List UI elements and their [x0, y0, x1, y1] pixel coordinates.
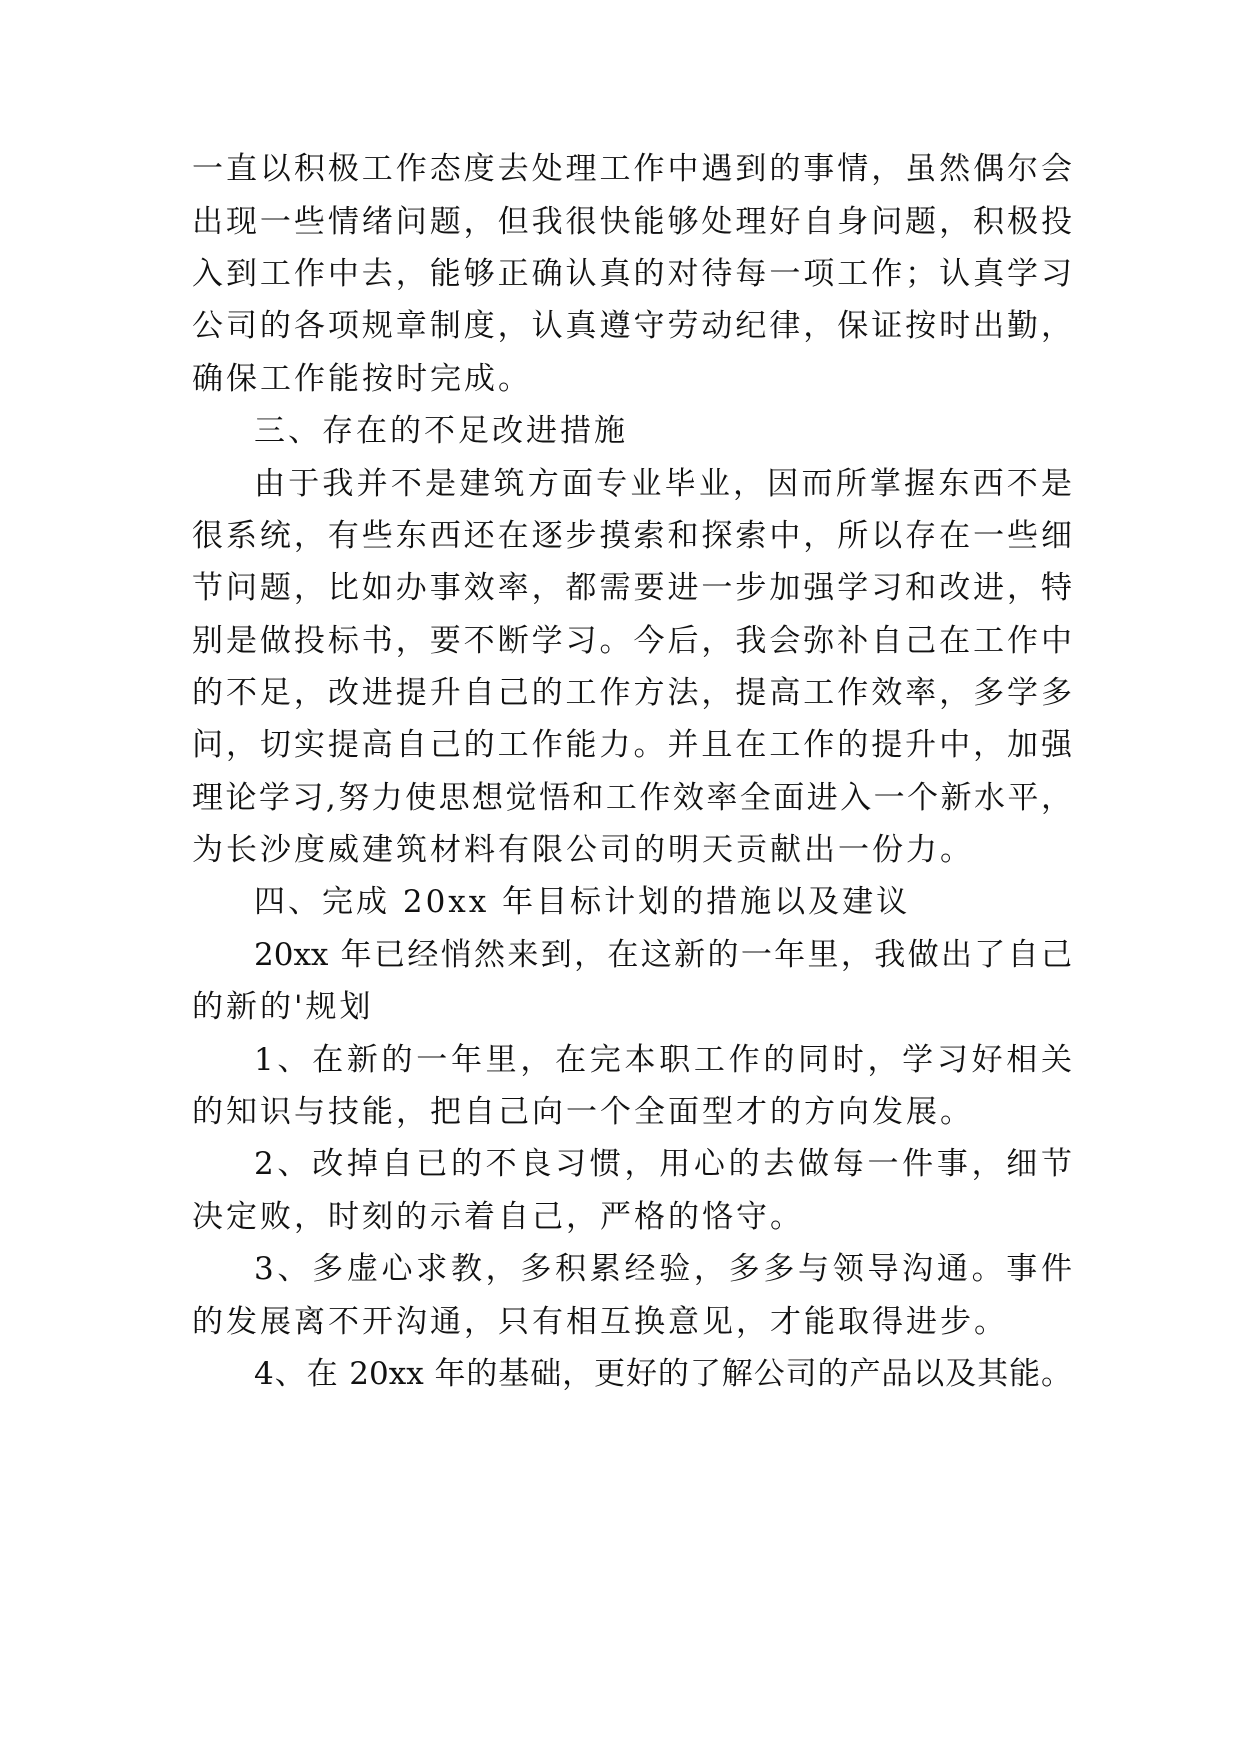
text-line: 问，切实提高自己的工作能力。并且在工作的提升中，加强 — [192, 727, 1072, 763]
text-line: 别是做投标书，要不断学习。今后，我会弥补自己在工作中 — [192, 623, 1072, 659]
text-line: 20xx 年已经悄然来到，在这新的一年里，我做出了自己 — [254, 937, 1072, 973]
text-line: 的不足，改进提升自己的工作方法，提高工作效率，多学多 — [192, 675, 1072, 711]
list-item: 3、多虚心求教，多积累经验，多多与领导沟通。事件 — [254, 1251, 1072, 1287]
text-line: 出现一些情绪问题，但我很快能够处理好自身问题，积极投 — [192, 204, 1072, 240]
text-line: 节问题，比如办事效率，都需要进一步加强学习和改进，特 — [192, 570, 1072, 606]
list-item: 1、在新的一年里，在完本职工作的同时，学习好相关 — [254, 1042, 1072, 1078]
text-line: 决定败，时刻的示着自己，严格的恪守。 — [192, 1199, 804, 1235]
section-heading: 四、完成 20xx 年目标计划的措施以及建议 — [254, 884, 911, 920]
text-line: 为长沙度威建筑材料有限公司的明天贡献出一份力。 — [192, 832, 974, 868]
list-item: 4、在 20xx 年的基础，更好的了解公司的产品以及其能。 — [254, 1356, 1072, 1392]
text-line: 入到工作中去，能够正确认真的对待每一项工作；认真学习 — [192, 256, 1072, 292]
text-line: 的知识与技能，把自己向一个全面型才的方向发展。 — [192, 1094, 974, 1130]
text-line: 的发展离不开沟通，只有相互换意见，才能取得进步。 — [192, 1304, 1008, 1340]
text-line: 一直以积极工作态度去处理工作中遇到的事情，虽然偶尔会 — [192, 151, 1072, 187]
text-line: 很系统，有些东西还在逐步摸索和探索中，所以存在一些细 — [192, 518, 1072, 554]
text-line: 公司的各项规章制度，认真遵守劳动纪律，保证按时出勤， — [192, 308, 1072, 344]
list-item: 2、改掉自已的不良习惯，用心的去做每一件事，细节 — [254, 1146, 1072, 1182]
text-line: 理论学习,努力使思想觉悟和工作效率全面进入一个新水平， — [192, 780, 1072, 816]
text-line: 确保工作能按时完成。 — [192, 361, 532, 397]
text-line: 的新的'规划 — [192, 989, 374, 1025]
text-line: 由于我并不是建筑方面专业毕业，因而所掌握东西不是 — [254, 466, 1072, 502]
section-heading: 三、存在的不足改进措施 — [254, 413, 628, 449]
